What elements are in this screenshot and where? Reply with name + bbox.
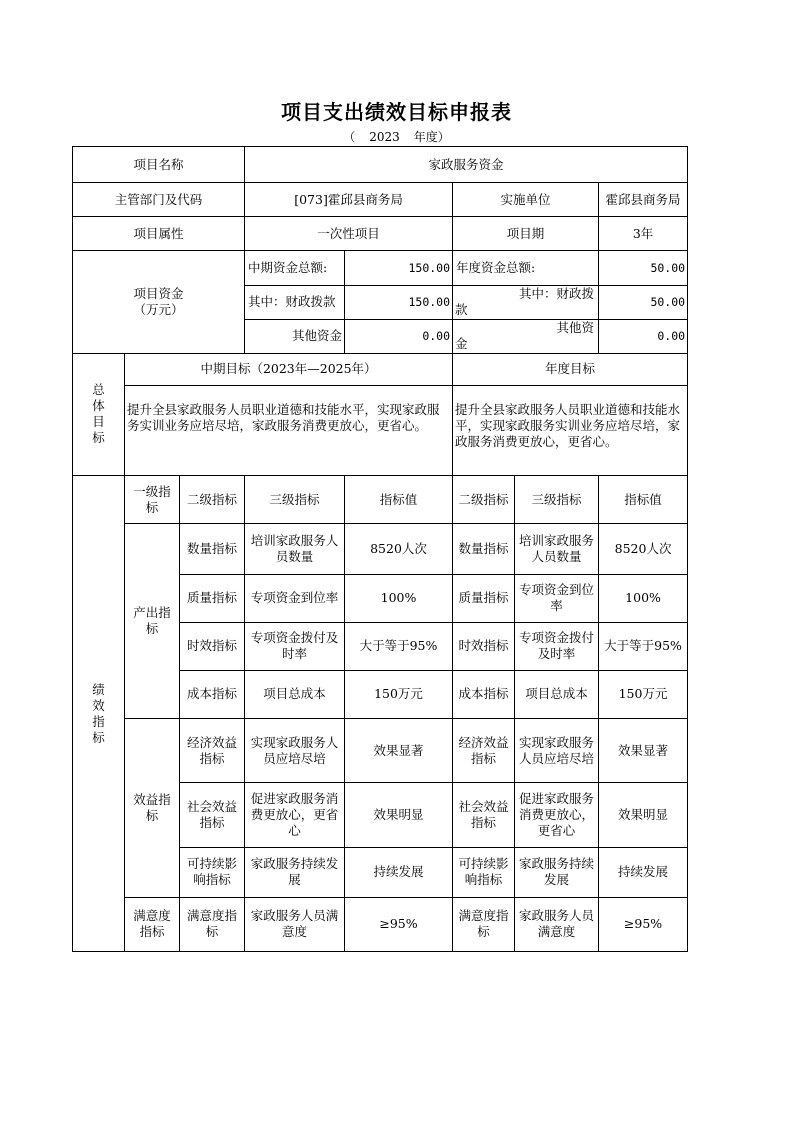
year-fiscal-label-a: 其中：财政拨	[519, 286, 595, 302]
satisfaction-indicator-label: 满意度指标	[125, 897, 180, 951]
year-value: 持续发展	[599, 847, 688, 897]
mid-goal-header: 中期目标（2023年—2025年）	[125, 353, 453, 385]
year-total-label: 年度资金总额:	[453, 251, 599, 285]
row-funds-total	[73, 251, 688, 285]
year-level3: 培训家政服务人员数量	[515, 524, 599, 574]
row-department	[73, 183, 688, 217]
year-level2: 数量指标	[453, 524, 515, 574]
header-level2: 二级指标	[180, 476, 245, 524]
year-other-label-a: 其他资	[556, 320, 595, 336]
mid-value: ≥95%	[345, 897, 453, 951]
dept-label: 主管部门及代码	[73, 183, 245, 217]
mid-level3: 专项资金到位率	[245, 574, 345, 622]
header-value: 指标值	[345, 476, 453, 524]
year-value: 效果明显	[599, 783, 688, 847]
table-row	[73, 719, 688, 783]
mid-value: 8520人次	[345, 524, 453, 574]
mid-level3: 专项资金拨付及时率	[245, 622, 345, 670]
year-value: 100%	[599, 574, 688, 622]
mid-level2: 可持续影响指标	[180, 847, 245, 897]
dept-value: [073]霍邱县商务局	[245, 183, 453, 217]
header-year-level3: 三级指标	[515, 476, 599, 524]
year-other-value: 0.00	[599, 319, 688, 353]
funds-label: 项目资金 （万元）	[73, 251, 245, 353]
mid-level3: 实现家政服务人员应培尽培	[245, 719, 345, 783]
mid-fiscal-value: 150.00	[345, 285, 453, 319]
row-project-name	[73, 147, 688, 183]
mid-fiscal-label: 其中：财政拨款	[245, 285, 345, 319]
mid-total-value: 150.00	[345, 251, 453, 285]
year-level2: 质量指标	[453, 574, 515, 622]
row-goals-text	[73, 385, 688, 475]
year-value: 150万元	[599, 670, 688, 718]
mid-value: 150万元	[345, 670, 453, 718]
year-fiscal-label-b: 款	[455, 302, 468, 318]
year-level2: 时效指标	[453, 622, 515, 670]
year-level3: 专项资金到位率	[515, 574, 599, 622]
period-label: 项目期	[453, 217, 599, 251]
row-indicator-header	[73, 476, 688, 524]
mid-level2: 社会效益指标	[180, 783, 245, 847]
header-year-level2: 二级指标	[453, 476, 515, 524]
mid-level2: 时效指标	[180, 622, 245, 670]
mid-other-label: 其他资金	[245, 319, 345, 353]
page-title: 项目支出绩效目标申报表	[281, 100, 512, 124]
mid-value: 持续发展	[345, 847, 453, 897]
mid-value: 效果显著	[345, 719, 453, 783]
year-line	[0, 128, 793, 145]
year-level2: 可持续影响指标	[453, 847, 515, 897]
year-level3: 促进家政服务消费更放心，更省心	[515, 783, 599, 847]
header-level3: 三级指标	[245, 476, 345, 524]
table-row	[73, 524, 688, 574]
year-level2: 社会效益指标	[453, 783, 515, 847]
year-level2: 经济效益指标	[453, 719, 515, 783]
project-name-value: 家政服务资金	[245, 147, 688, 183]
impl-unit-label: 实施单位	[453, 183, 599, 217]
mid-level3: 促进家政服务消费更放心，更省心	[245, 783, 345, 847]
goals-label: 总 体 目 标	[73, 353, 125, 475]
year-level3: 实现家政服务人员应培尽培	[515, 719, 599, 783]
mid-level2: 数量指标	[180, 524, 245, 574]
mid-level3: 家政服务持续发展	[245, 847, 345, 897]
mid-value: 大于等于95%	[345, 622, 453, 670]
year-level3: 专项资金拨付及时率	[515, 622, 599, 670]
project-name-label: 项目名称	[73, 147, 245, 183]
header-level1: 一级指标	[125, 476, 180, 524]
year-other-label-b: 金	[455, 336, 468, 352]
benefit-indicator-label: 效益指标	[125, 719, 180, 898]
mid-level3: 项目总成本	[245, 670, 345, 718]
year-total-value: 50.00	[599, 251, 688, 285]
year-goal-header: 年度目标	[453, 353, 688, 385]
output-indicator-label: 产出指标	[125, 524, 180, 719]
year-other-label	[453, 319, 599, 353]
mid-value: 效果明显	[345, 783, 453, 847]
mid-goal-text: 提升全县家政服务人员职业道德和技能水平，实现家政服务实训业务应培尽培，家政服务消费更放心，更省心。	[125, 385, 453, 475]
mid-level2: 经济效益指标	[180, 719, 245, 783]
year-fiscal-label	[453, 285, 599, 319]
performance-goal-form	[72, 146, 688, 952]
attr-value: 一次性项目	[245, 217, 453, 251]
header-year-value: 指标值	[599, 476, 688, 524]
year-level3: 项目总成本	[515, 670, 599, 718]
year-goal-text: 提升全县家政服务人员职业道德和技能水平，实现家政服务实训业务应培尽培，家政服务消费更放心，更省心。	[453, 385, 688, 475]
mid-level2: 成本指标	[180, 670, 245, 718]
mid-other-value: 0.00	[345, 319, 453, 353]
mid-level2: 满意度指标	[180, 897, 245, 951]
attr-label: 项目属性	[73, 217, 245, 251]
mid-total-label: 中期资金总额:	[245, 251, 345, 285]
indicators-label: 绩 效 指 标	[73, 476, 125, 952]
year-level2: 成本指标	[453, 670, 515, 718]
year-fiscal-value: 50.00	[599, 285, 688, 319]
row-attributes	[73, 217, 688, 251]
year-value: ≥95%	[599, 897, 688, 951]
year-close: 年度）	[413, 130, 450, 144]
mid-level3: 培训家政服务人员数量	[245, 524, 345, 574]
mid-level2: 质量指标	[180, 574, 245, 622]
year-level2: 满意度指标	[453, 897, 515, 951]
year-open: （	[343, 130, 356, 144]
mid-value: 100%	[345, 574, 453, 622]
year-value: 2023	[369, 130, 400, 144]
year-value: 8520人次	[599, 524, 688, 574]
period-value: 3年	[599, 217, 688, 251]
year-level3: 家政服务人员满意度	[515, 897, 599, 951]
mid-level3: 家政服务人员满意度	[245, 897, 345, 951]
year-level3: 家政服务持续发展	[515, 847, 599, 897]
impl-unit-value: 霍邱县商务局	[599, 183, 688, 217]
year-value: 效果显著	[599, 719, 688, 783]
year-value: 大于等于95%	[599, 622, 688, 670]
row-goals-header	[73, 353, 688, 385]
table-row	[73, 897, 688, 951]
